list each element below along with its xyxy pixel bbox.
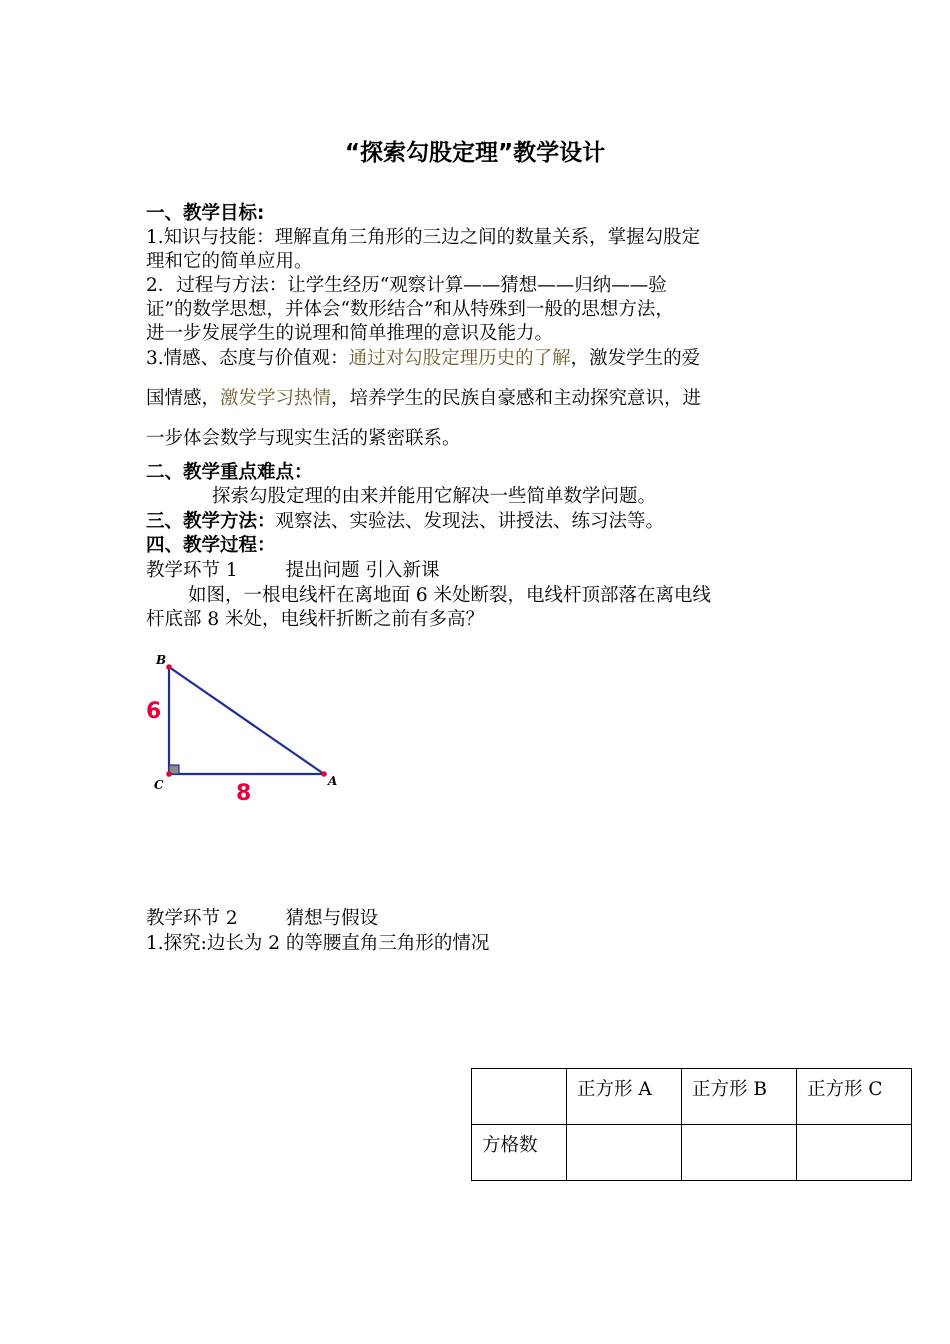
- vertex-c-label: C: [154, 778, 164, 792]
- objective-3-rest: ，激发学生的爱: [570, 348, 701, 369]
- right-triangle-diagram: [140, 648, 360, 808]
- objective-3-line-2-start: 国情感，: [146, 388, 221, 409]
- objective-3-line-3: 一步体会数学与现实生活的紧密联系。: [146, 428, 461, 449]
- vertex-a-label: A: [328, 774, 338, 788]
- objective-3-line-2: [146, 387, 701, 411]
- objective-2-line-1: 2．过程与方法：让学生经历“观察计算——猜想——归纳——验: [146, 275, 667, 296]
- grid-count-table: [471, 1068, 912, 1181]
- methods-body: 观察法、实验法、发现法、讲授法、练习法等。: [275, 511, 665, 532]
- objective-1-line-2: 理和它的简单应用。: [146, 251, 313, 272]
- step-1-label: 教学环节 1: [146, 560, 238, 581]
- step-1-problem-line-1: 如图，一根电线杆在离地面 6 米处断裂，电线杆顶部落在离电线: [188, 585, 712, 606]
- objective-3-line-1: [146, 347, 700, 371]
- section-heading-process: 四、教学过程：: [146, 535, 276, 556]
- table-cell[interactable]: [682, 1125, 797, 1181]
- vertex-b-label: B: [156, 653, 167, 667]
- objective-3-line-2-end: ，培养学生的民族自豪感和主动探究意识，进: [331, 388, 702, 409]
- table-header-cell: 正方形 B: [682, 1069, 797, 1125]
- vertex-b-point: [166, 664, 172, 670]
- side-ca-length-label: 8: [236, 781, 252, 806]
- step-1-name: 提出问题 引入新课: [285, 560, 440, 581]
- objective-3-highlight-2: 激发学习热情: [220, 388, 332, 409]
- objective-1-line-1: 1.知识与技能：理解直角三角形的三边之间的数量关系，掌握勾股定: [146, 227, 701, 248]
- section-methods: [146, 510, 664, 534]
- table-cell[interactable]: [797, 1125, 912, 1181]
- table-row: [472, 1125, 912, 1181]
- table-header-cell: [472, 1069, 567, 1125]
- side-bc-length-label: 6: [146, 699, 162, 724]
- table-header-row: [472, 1069, 912, 1125]
- table-header-cell: 正方形 A: [567, 1069, 682, 1125]
- step-1-header: [146, 559, 440, 583]
- step-2-header: [146, 907, 378, 931]
- step-2-label: 教学环节 2: [146, 908, 238, 929]
- objective-3-highlight-1: 通过对勾股定理历史的了解: [348, 348, 571, 369]
- triangle-outline: [169, 667, 324, 774]
- objective-2-line-2: 证”的数学思想，并体会“数形结合”和从特殊到一般的思想方法，: [146, 299, 674, 320]
- step-2-item-1: 1.探究:边长为 2 的等腰直角三角形的情况: [146, 933, 490, 954]
- section-heading-methods: 三、教学方法：: [146, 511, 276, 532]
- section-heading-objectives: 一、教学目标:: [146, 203, 265, 224]
- objective-3-prefix: 3.情感、态度与价值观：: [146, 348, 349, 369]
- table-header-cell: 正方形 C: [797, 1069, 912, 1125]
- objective-2-line-3: 进一步发展学生的说理和简单推理的意识及能力。: [146, 323, 554, 344]
- table-cell[interactable]: [567, 1125, 682, 1181]
- vertex-c-point: [166, 771, 172, 777]
- vertex-a-point: [321, 771, 327, 777]
- page-title: “探索勾股定理”教学设计: [344, 140, 606, 166]
- step-2-name: 猜想与假设: [285, 908, 379, 929]
- step-1-problem-line-2: 杆底部 8 米处，电线杆折断之前有多高？: [146, 609, 485, 630]
- keypoints-body: 探索勾股定理的由来并能用它解决一些简单数学问题。: [212, 486, 657, 507]
- table-row-label: 方格数: [472, 1125, 567, 1181]
- section-heading-keypoints: 二、教学重点难点：: [146, 462, 313, 483]
